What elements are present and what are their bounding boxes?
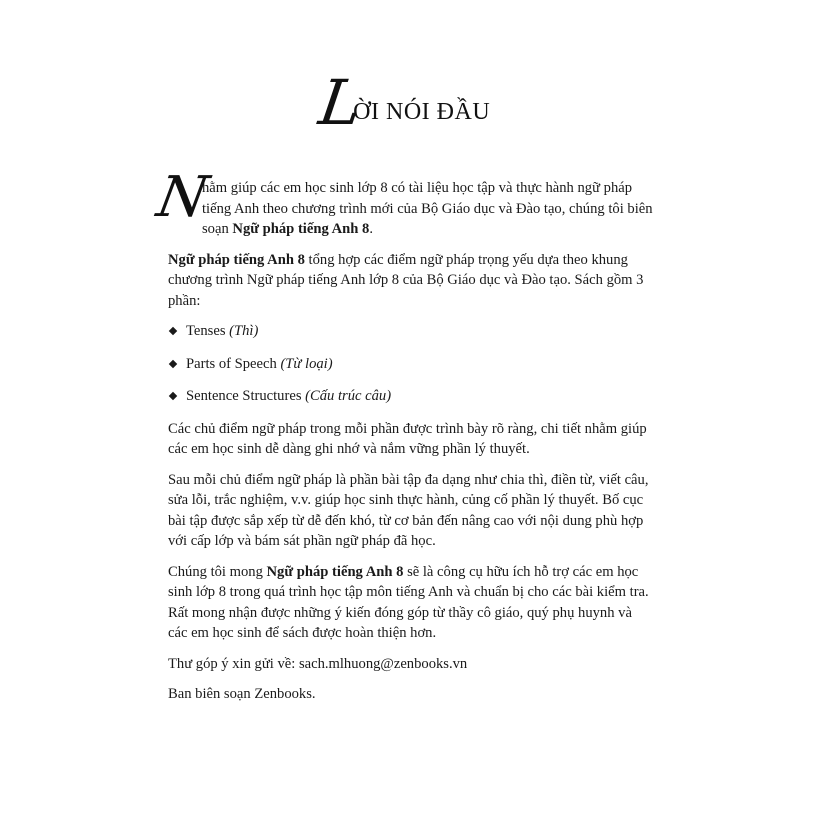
parts-list xyxy=(168,321,654,407)
exercises-paragraph: Sau mỗi chủ điểm ngữ pháp là phần bài tập đa dạng như chia thì, điền từ, viết câu, sửa lỗi, trắc nghiệm, v.v. giúp học sinh thực hành, củng cố phần lý thuyết. Bố cục bài tập được sắp xếp từ dễ đến khó, từ cơ bản đến nâng cao với nội dung phù hợp với cấp lớp và bám sát phần ngữ pháp đã học. xyxy=(168,471,649,549)
list-item: Parts of Speech (Từ loại) xyxy=(168,354,654,375)
intro-text: hằm giúp các em học sinh lớp 8 có tài liệu học tập và thực hành ngữ pháp tiếng Anh theo chương trình mới của Bộ Giáo dục và Đào tạo, chúng tôi biên soạn xyxy=(202,180,653,237)
summary-text: tổng hợp các điểm ngữ pháp trọng yếu dựa theo khung chương trình Ngữ pháp tiếng Anh lớp 8 của Bộ Giáo dục và Đào tạo. Sách gồm 3 phần: xyxy=(168,251,644,309)
intro-text-end: . xyxy=(369,221,373,237)
content-paragraph: Các chủ điểm ngữ pháp trong mỗi phần được trình bày rõ ràng, chi tiết nhằm giúp các em học sinh dễ dàng ghi nhớ và nắm vững phần lý thuyết. xyxy=(168,420,647,457)
diamond-bullet-icon xyxy=(169,327,177,335)
title-text: ỜI NÓI ĐẦU xyxy=(353,99,491,125)
signature-line: Ban biên soạn Zenbooks. xyxy=(168,686,316,702)
summary-paragraph xyxy=(168,250,654,312)
diamond-bullet-icon xyxy=(169,392,177,400)
drop-cap-initial: N xyxy=(152,165,213,230)
diamond-bullet-icon xyxy=(169,359,177,367)
contact-line: Thư góp ý xin gửi về: sach.mlhuong@zenbooks.vn xyxy=(168,655,468,672)
closing-book-title: Ngữ pháp tiếng Anh 8 xyxy=(266,563,404,580)
list-item: Tenses (Thì) xyxy=(168,321,654,342)
closing-paragraph: Chúng tôi mong Ngữ pháp tiếng Anh 8 sẽ là công cụ hữu ích hỗ trợ các em học sinh lớp 8 trong quá trình học tập môn tiếng Anh và chuẩn bị cho các bài kiểm tra. Rất mong nhận được những ý kiến đóng góp từ thầy cô giáo, quý phụ huynh và các em học sinh để sách được hoàn thiện hơn. xyxy=(168,563,649,641)
title-initial: L xyxy=(314,66,367,139)
intro-paragraph xyxy=(152,165,654,240)
intro-book-title: Ngữ pháp tiếng Anh 8 xyxy=(232,221,370,237)
preface-body xyxy=(152,165,654,715)
summary-book-title: Ngữ pháp tiếng Anh 8 xyxy=(168,251,305,268)
page-title xyxy=(314,66,491,139)
list-item: Sentence Structures (Cấu trúc câu) xyxy=(168,386,654,407)
